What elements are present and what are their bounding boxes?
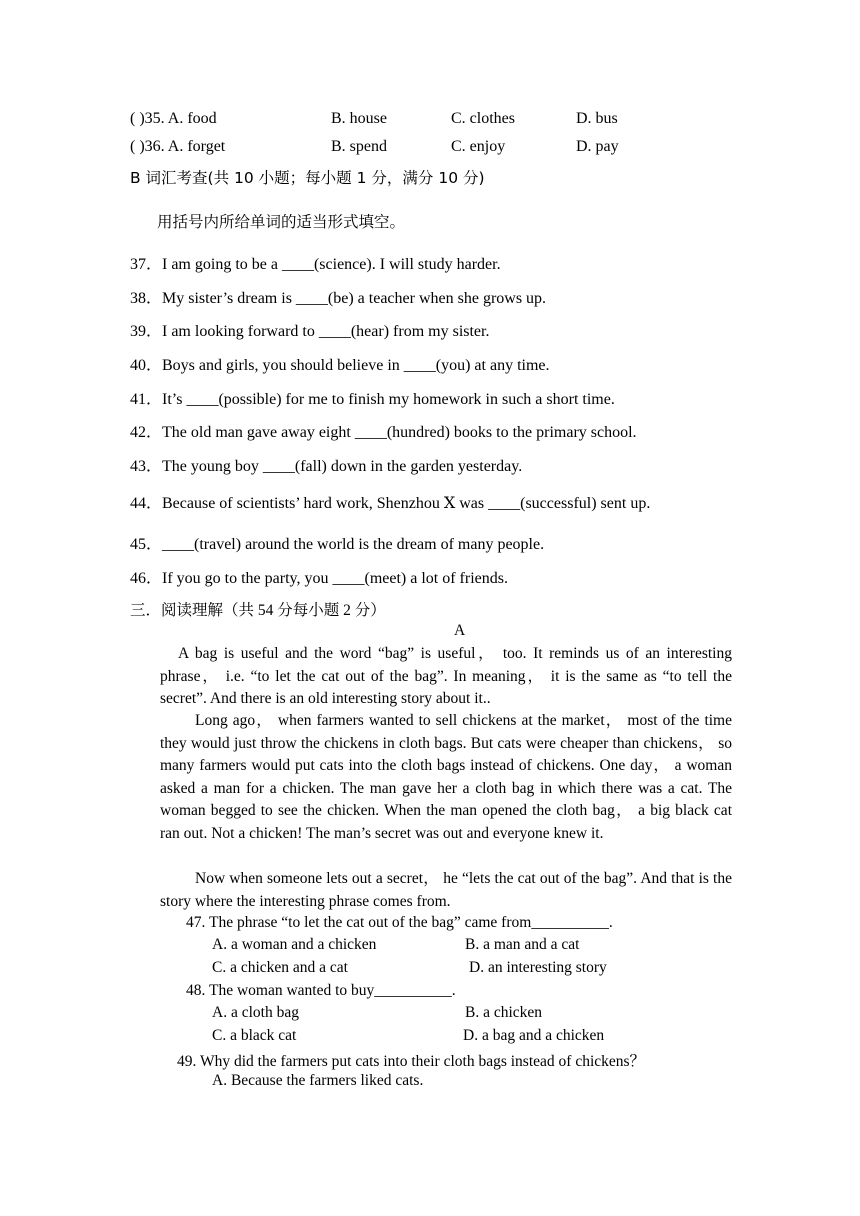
passage-paragraph-2: Long ago， when farmers wanted to sell chickens at the market， most of the time they would just throw the chickens in cloth bags. But cats were cheaper than chickens， so many farmers would put cats into the cloth bags instead of chickens. One day， a woman asked a man for a chicken. The man gave her a cloth bag in which there was a cat. The woman begged to see the chicken. When the man opened the cloth bag， a big black cat ran out. Not a chicken! The man’s secret was out and everyone knew it. <box>160 712 732 842</box>
q36-option-d: D. pay <box>576 138 619 155</box>
passage-label: A <box>454 622 466 639</box>
passage-paragraph-3: Now when someone lets out a secret， he “lets the cat out of the bag”. And that is the story where the interesting phrase comes from. <box>160 870 732 910</box>
q47-option-a: A. a woman and a chicken <box>212 936 377 953</box>
q48-option-a: A. a cloth bag <box>212 1004 299 1021</box>
q48-stem: 48. The woman wanted to buy__________. <box>186 982 456 999</box>
fill-item-46: 46．If you go to the party, you ____(meet) a lot of friends. <box>130 570 508 587</box>
q36-stem: ( )36. A. forget <box>130 138 226 155</box>
q47-option-d: D. an interesting story <box>469 959 607 976</box>
fill-item-40: 40．Boys and girls, you should believe in ____(you) at any time. <box>130 357 550 374</box>
q48-option-d: D. a bag and a chicken <box>463 1027 605 1044</box>
q48-option-b: B. a chicken <box>465 1004 543 1021</box>
q49-stem: 49. Why did the farmers put cats into their cloth bags instead of chickens？ <box>177 1053 646 1070</box>
fill-item-38: 38．My sister’s dream is ____(be) a teacher when she grows up. <box>130 290 547 307</box>
q47-stem: 47. The phrase “to let the cat out of the bag” came from__________. <box>186 914 613 931</box>
q35-option-b: B. house <box>331 110 387 127</box>
fill-item-45: 45．____(travel) around the world is the dream of many people. <box>130 536 545 553</box>
fill-item-43: 43．The young boy ____(fall) down in the garden yesterday. <box>130 458 523 475</box>
fill-item-37: 37．I am going to be a ____(science). I will study harder. <box>130 256 501 273</box>
section-b-instruction: 用括号内所给单词的适当形式填空。 <box>157 213 406 231</box>
q35-option-c: C. clothes <box>451 110 515 127</box>
fill-item-44: 44．Because of scientists’ hard work, Shenzhou Ⅹ was ____(successful) sent up. <box>130 495 651 512</box>
q47-option-b: B. a man and a cat <box>465 936 580 953</box>
fill-item-42: 42．The old man gave away eight ____(hundred) books to the primary school. <box>130 424 637 441</box>
section-b-title: B 词汇考查(共 10 小题；每小题 1 分，满分 10 分) <box>130 169 485 187</box>
section-3-title: 三．阅读理解（共 54 分每小题 2 分） <box>130 602 386 619</box>
fill-item-39: 39．I am looking forward to ____(hear) from my sister. <box>130 323 490 340</box>
q48-option-c: C. a black cat <box>212 1027 297 1044</box>
fill-item-41: 41．It’s ____(possible) for me to finish my homework in such a short time. <box>130 391 615 408</box>
q47-option-c: C. a chicken and a cat <box>212 959 348 976</box>
q36-option-b: B. spend <box>331 138 387 155</box>
q49-option-a: A. Because the farmers liked cats. <box>212 1072 424 1089</box>
q35-option-d: D. bus <box>576 110 618 127</box>
passage-paragraph-1: A bag is useful and the word “bag” is useful， too. It reminds us of an interesting phrase， i.e. “to let the cat out of the bag”. In meaning， it is the same as “to tell the secret”. And there is an old interesting story about it.. <box>160 645 732 708</box>
q35-stem: ( )35. A. food <box>130 110 217 127</box>
q36-option-c: C. enjoy <box>451 138 506 155</box>
